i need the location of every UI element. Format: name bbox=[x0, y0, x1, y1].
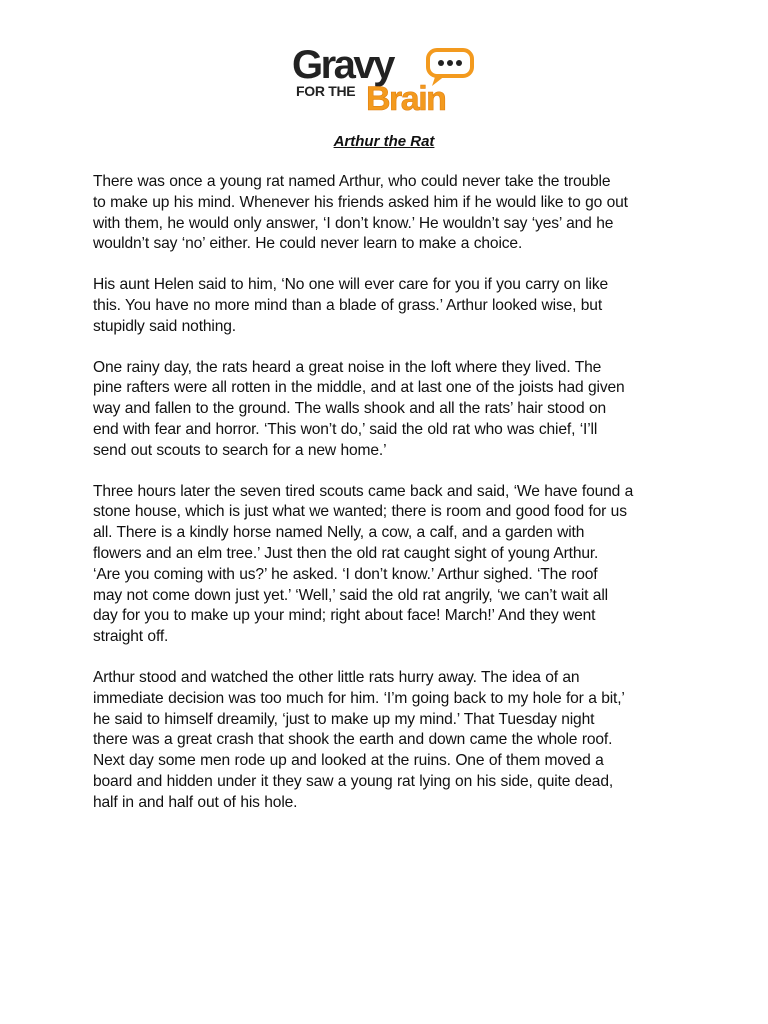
logo-word-brain: Brain bbox=[366, 80, 446, 116]
paragraph-line: stupidly said nothing. bbox=[93, 317, 236, 335]
paragraph-line: straight off. bbox=[93, 628, 169, 646]
paragraph-line: end with fear and horror. ‘This won’t do,’ said the old rat who was chief, ‘I’ll bbox=[93, 420, 598, 438]
paragraph-line: day for you to make up your mind; right about face! March!’ And they went bbox=[93, 607, 596, 625]
paragraph-line: ‘Are you coming with us?’ he asked. ‘I don’t know.’ Arthur sighed. ‘The roof bbox=[93, 565, 598, 583]
gravy-for-the-brain-logo bbox=[290, 44, 480, 116]
paragraph-line: all. There is a kindly horse named Nelly, a cow, a calf, and a garden with bbox=[93, 524, 585, 542]
paragraph-line: wouldn’t say ‘no’ either. He could never learn to make a choice. bbox=[93, 235, 523, 253]
paragraph-line: may not come down just yet.’ ‘Well,’ said the old rat angrily, ‘we can’t wait all bbox=[93, 586, 608, 604]
paragraph-line: Three hours later the seven tired scouts came back and said, ‘We have found a bbox=[93, 482, 634, 500]
logo-word-gravy: Gravy bbox=[292, 44, 393, 87]
paragraph-line: pine rafters were all rotten in the middle, and at last one of the joists had given bbox=[93, 379, 625, 397]
logo-graphic bbox=[290, 44, 480, 116]
paragraph bbox=[93, 275, 683, 337]
paragraph-line: send out scouts to search for a new home.’ bbox=[93, 441, 387, 459]
paragraph bbox=[93, 172, 683, 255]
paragraph-line: he said to himself dreamily, ‘just to make up my mind.’ That Tuesday night bbox=[93, 710, 595, 728]
paragraph-line: Next day some men rode up and looked at the ruins. One of them moved a bbox=[93, 752, 604, 770]
paragraph-line: with them, he would only answer, ‘I don’t know.’ He wouldn’t say ‘yes’ and he bbox=[93, 214, 614, 232]
paragraph-line: immediate decision was too much for him. ‘I’m going back to my hole for a bit,’ bbox=[93, 689, 625, 707]
paragraph-line: flowers and an elm tree.’ Just then the old rat caught sight of young Arthur. bbox=[93, 544, 599, 562]
paragraph-line: Arthur stood and watched the other little rats hurry away. The idea of an bbox=[93, 668, 580, 686]
story-body bbox=[93, 172, 683, 834]
paragraph-line: to make up his mind. Whenever his friends asked him if he would like to go out bbox=[93, 193, 628, 211]
paragraph-line: half in and half out of his hole. bbox=[93, 793, 298, 811]
paragraph-line: board and hidden under it they saw a young rat lying on his side, quite dead, bbox=[93, 772, 614, 790]
paragraph-line: His aunt Helen said to him, ‘No one will ever care for you if you carry on like bbox=[93, 276, 609, 294]
paragraph-line: There was once a young rat named Arthur, who could never take the trouble bbox=[93, 173, 611, 190]
page-title: Arthur the Rat bbox=[333, 133, 435, 150]
paragraph-line: One rainy day, the rats heard a great noise in the loft where they lived. The bbox=[93, 358, 602, 376]
paragraph bbox=[93, 358, 683, 462]
paragraph-line: way and fallen to the ground. The walls shook and all the rats’ hair stood on bbox=[93, 400, 607, 418]
paragraph bbox=[93, 668, 683, 814]
paragraph-line: there was a great crash that shook the earth and down came the whole roof. bbox=[93, 731, 613, 749]
paragraph-line: stone house, which is just what we wanted; there is room and good food for us bbox=[93, 503, 627, 521]
paragraph bbox=[93, 482, 683, 648]
logo-word-for-the: FOR THE bbox=[296, 83, 356, 99]
paragraph-line: this. You have no more mind than a blade of grass.’ Arthur looked wise, but bbox=[93, 296, 603, 314]
